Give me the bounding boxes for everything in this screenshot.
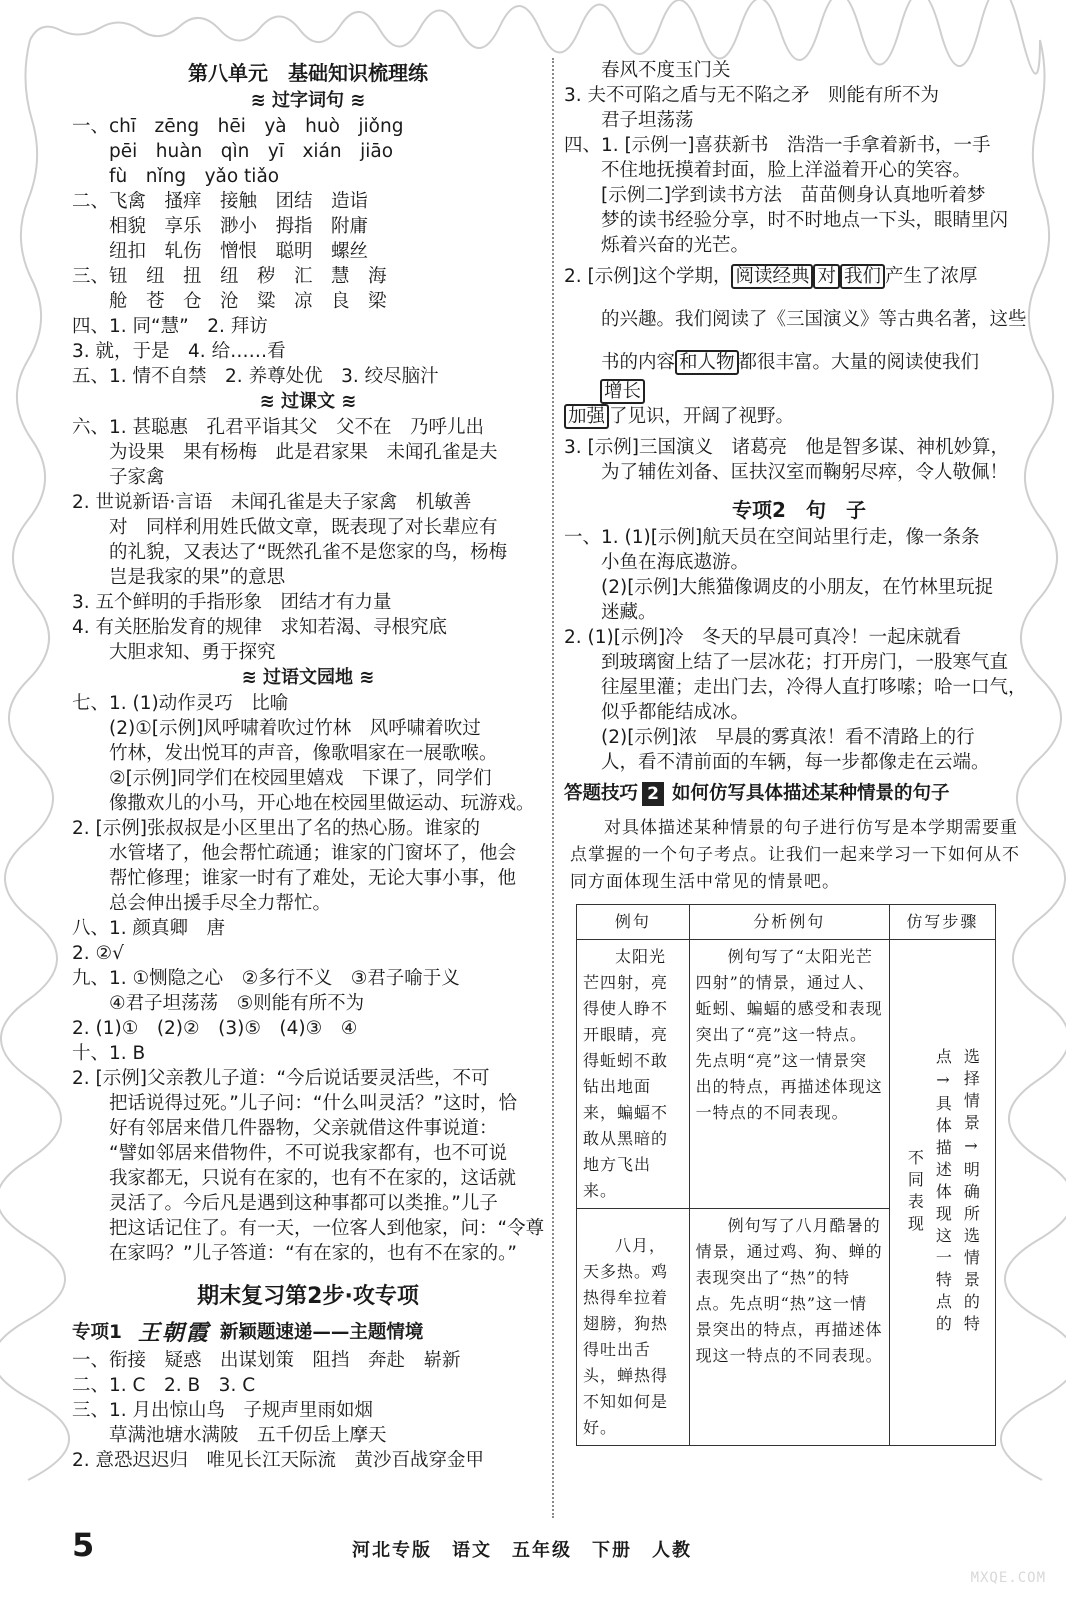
answer-line: 烁着兴奋的光芒。 <box>564 235 750 256</box>
answer-line: 九、1. ①恻隐之心 ②多行不义 ③君子喻于义 <box>72 968 460 989</box>
section-garden-answers <box>72 691 544 1266</box>
answer-line: 一、1. (1)[示例]航天员在空间站里行走，像一条条 <box>564 527 980 548</box>
q2-line-2: 的兴趣。我们阅读了《三国演义》等古典名著，这些 <box>564 309 1027 330</box>
answer-line: 六、1. 甚聪惠 孔君平诣其父 父不在 乃呼儿出 <box>72 417 485 438</box>
answer-line: 五、1. 情不自禁 2. 养尊处优 3. 绞尽脑汁 <box>72 366 439 387</box>
special2-title: 专项2 句 子 <box>732 498 866 522</box>
answer-line: 小鱼在海底遨游。 <box>564 552 750 573</box>
special2-answers <box>564 525 1034 775</box>
special1-title: 新颖题速递——主题情境 <box>219 1322 424 1343</box>
answer-line: 2. 意恐迟迟归 唯见长江天际流 黄沙百战穿金甲 <box>72 1450 485 1471</box>
answer-line: 2. 世说新语·言语 未闻孔雀是夫子家禽 机敏善 <box>72 492 472 513</box>
answer-line: 春风不度玉门关 <box>564 60 731 81</box>
watermark-text: MXQE.COM <box>970 1570 1046 1586</box>
answer-line: 一、衔接 疑惑 出谋划策 阻挡 奔赴 崭新 <box>72 1350 461 1371</box>
table-row <box>577 940 996 1209</box>
answer-line: 我家都无，只说有在家的，也有不在家的，这话就 <box>72 1168 517 1189</box>
answer-line: 不住地抚摸着封面，脸上洋溢着开心的笑容。 <box>564 160 972 181</box>
tips-table-header-row <box>577 905 996 940</box>
page-number: 5 <box>72 1526 95 1564</box>
q2-box-dui: 对 <box>813 264 840 289</box>
answer-line: 总会伸出援手尽全力帮忙。 <box>72 893 332 914</box>
answer-line: 3. 就，于是 4. 给……看 <box>72 341 286 362</box>
q2-line-4: 加强 了见识，开阔了视野。 <box>564 404 1034 429</box>
answer-line: 2. (1)① (2)② (3)⑤ (4)③ ④ <box>72 1018 358 1039</box>
answer-line: 八、1. 颜真卿 唐 <box>72 918 226 939</box>
answer-line: 君子坦荡荡 <box>564 110 694 131</box>
row2-example: 八月，天多热。鸡热得牟拉着翅膀，狗热得吐出舌头，蝉热得不知如何是好。 <box>577 1209 690 1446</box>
unit-title: 第八单元 基础知识梳理练 <box>188 61 428 85</box>
answer-line: 到玻璃窗上结了一层冰花；打开房门，一股寒气直 <box>564 652 1009 673</box>
answer-line: 2. ②√ <box>72 943 124 964</box>
special1-label: 专项1 <box>72 1322 122 1343</box>
right-answers-top <box>564 58 1034 258</box>
answer-line: 为了辅佐刘备、匡扶汉室而鞠躬尽瘁，令人敬佩！ <box>564 462 1009 483</box>
answer-line: 4. 有关胚胎发育的规律 求知若渴、寻根究底 <box>72 617 448 638</box>
answer-line: 把话说得过死。”儿子问：“什么叫灵活？”这时，恰 <box>72 1093 518 1114</box>
tips-table <box>576 904 996 1446</box>
answer-line: 2. [示例]父亲教儿子道：“今后说话要灵活些，不可 <box>72 1068 490 1089</box>
answer-line: 舱 苍 仓 沧 粱 凉 良 梁 <box>72 291 387 312</box>
special1-heading <box>72 1318 544 1348</box>
tip-heading <box>564 779 1034 809</box>
answer-line: (2)[示例]大熊猫像调皮的小朋友，在竹林里玩捉 <box>564 577 994 598</box>
review-step-title: 期末复习第2步·攻专项 <box>197 1284 419 1309</box>
answer-line: 对 同样利用姓氏做文章，既表现了对长辈应有 <box>72 517 498 538</box>
answer-line: 像撒欢儿的小马，开心地在校园里做运动、玩游戏。 <box>72 793 535 814</box>
answer-line: 2. (1)[示例]冷 冬天的早晨可真冷！一起床就看 <box>564 627 962 648</box>
answer-line: 子家禽 <box>72 467 165 488</box>
section-heading-garden: ≋ 过语文园地 ≋ <box>241 667 375 688</box>
q2-insert-mark: 增长 <box>564 379 1034 404</box>
answer-line: 为设果 果有杨梅 此是君家果 未闻孔雀是夫 <box>72 442 498 463</box>
tip-label: 答题技巧 <box>564 783 639 804</box>
answer-line: 帮忙修理；谁家一时有了难处，无论大事小事，他 <box>72 868 517 889</box>
answer-line: ②[示例]同学们在校园里嬉戏 下课了，同学们 <box>72 768 492 789</box>
left-column <box>72 58 544 1473</box>
answer-line: 二、飞禽 搔痒 接触 团结 造诣 <box>72 191 369 212</box>
answer-line: 3. [示例]三国演义 诸葛亮 他是智多谋、神机妙算， <box>564 437 1009 458</box>
answer-line: 往屋里灌；走出门去，冷得人直打哆嗦；哈一口气， <box>564 677 1027 698</box>
answer-line: fù nǐng yǎo tiǎo <box>72 166 280 187</box>
answer-line: 十、1. B <box>72 1043 146 1064</box>
right-answers-q3 <box>564 435 1034 485</box>
right-column <box>564 58 1034 1446</box>
tip-paragraph: 对具体描述某种情景的句子进行仿写是本学期需要重点掌握的一个句子考点。让我们一起来学习一下如何从不同方面体现生活中常见的情景吧。 <box>570 818 1020 892</box>
q2-box-strengthen: 加强 <box>564 404 609 429</box>
answer-line: 梦的读书经验分享，时不时地点一下头，眼睛里闪 <box>564 210 1009 231</box>
header-example: 例句 <box>577 905 690 940</box>
answer-line: 相貌 享乐 渺小 拇指 附庸 <box>72 216 369 237</box>
q2-box-reading-classics: 阅读经典 <box>731 264 813 289</box>
answer-line: 灵活了。今后凡是遇到这种事都可以类推。”儿子 <box>72 1193 498 1214</box>
header-steps: 仿写步骤 <box>889 905 995 940</box>
answer-line: 岂是我家的果”的意思 <box>72 567 286 588</box>
answer-line: 迷藏。 <box>564 602 657 623</box>
row1-example: 太阳光芒四射，亮得使人睁不开眼睛，亮得蚯蚓不敢钻出地面来，蝙蝠不敢从黑暗的地方飞出来。 <box>577 940 690 1209</box>
brand-logo: 王朝霞 <box>137 1320 210 1346</box>
special1-answers <box>72 1348 544 1473</box>
answer-line: 水管堵了，他会帮忙疏通；谁家的门窗坏了，他会 <box>72 843 517 864</box>
answer-line: 的礼貌，又表达了“既然孔雀不是您家的鸟，杨梅 <box>72 542 508 563</box>
answer-line: 把这话记住了。有一天，一位客人到他家，问：“令尊 <box>72 1218 545 1239</box>
steps-text: 选择情景→明确所选情景的特点→具体描述体现这一特点的不同表现 <box>905 1048 981 1337</box>
row1-analysis: 例句写了“太阳光芒四射”的情景，通过人、蚯蚓、蝙蝠的感受和表现突出了“亮”这一特点。先点明“亮”这一情景突出的特点，再描述体现这一特点的不同表现。 <box>689 940 889 1209</box>
answer-line: 3. 夫不可陷之盾与无不陷之矛 则能有所不为 <box>564 85 940 106</box>
watermark <box>896 1510 1046 1590</box>
book-info: 河北专版 语文 五年级 下册 人教 <box>352 1540 692 1561</box>
steps-cell <box>889 940 995 1446</box>
answer-line: 草满池塘水满陂 五千仞岳上摩天 <box>72 1425 387 1446</box>
answer-line: (2)[示例]浓 早晨的雾真浓！看不清路上的行 <box>564 727 975 748</box>
answer-line: 纽扣 轧伤 憎恨 聪明 螺丝 <box>72 241 369 262</box>
answer-line: 四、1. [示例一]喜获新书 浩浩一手拿着新书，一手 <box>564 135 991 156</box>
tip-number-badge: 2 <box>642 782 664 806</box>
section-texts-answers <box>72 415 544 665</box>
section-heading-texts: ≋ 过课文 ≋ <box>259 391 357 412</box>
answer-line: 3. 五个鲜明的手指形象 团结才有力量 <box>72 592 392 613</box>
answer-line: 三、1. 月出惊山鸟 子规声里雨如烟 <box>72 1400 374 1421</box>
answer-line: 三、钮 纽 扭 纽 秽 汇 慧 海 <box>72 266 387 287</box>
q2-edited-passage <box>564 264 1034 429</box>
column-divider <box>552 58 554 1518</box>
page-footer <box>72 1526 1032 1572</box>
answer-line: “譬如邻居来借物件，不可说我家都有，也不可说 <box>72 1143 508 1164</box>
answer-line: 二、1. C 2. B 3. C <box>72 1375 256 1396</box>
answer-line: 竹林，发出悦耳的声音，像歌唱家在一展歌喉。 <box>72 743 498 764</box>
tip-title: 如何仿写具体描述某种情景的句子 <box>672 783 950 804</box>
q2-box-and-characters: 和人物 <box>675 350 739 375</box>
answer-line: 大胆求知、勇于探究 <box>72 642 276 663</box>
q2-line-3: 书的内容 和人物 都很丰富。大量的阅读使我们 <box>564 352 980 373</box>
answer-line: 一、chī zēng hēi yà huò jiǒng <box>72 116 404 137</box>
answer-line: 似乎都能结成冰。 <box>564 702 750 723</box>
answer-line: 七、1. (1)动作灵巧 比喻 <box>72 693 289 714</box>
answer-line: 在家吗？”儿子答道：“有在家的，也有不在家的。” <box>72 1243 518 1264</box>
answer-line: 人，看不清前面的车辆，每一步都像走在云端。 <box>564 752 990 773</box>
row2-analysis: 例句写了八月酷暑的情景，通过鸡、狗、蝉的表现突出了“热”的特点。先点明“热”这一情景突出的特点，再描述体现这一特点的不同表现。 <box>689 1209 889 1446</box>
header-analysis: 分析例句 <box>689 905 889 940</box>
q2-box-women: 我们 <box>840 264 885 289</box>
answer-line: ④君子坦荡荡 ⑤则能有所不为 <box>72 993 365 1014</box>
answer-line: 2. [示例]张叔叔是小区里出了名的热心肠。谁家的 <box>72 818 480 839</box>
answer-line: 四、1. 同“慧” 2. 拜访 <box>72 316 268 337</box>
answer-line: [示例二]学到读书方法 苗苗侧身认真地听着梦 <box>564 185 986 206</box>
q2-line-1: 2. [示例]这个学期， 阅读经典 对 我们 产生了浓厚 <box>564 266 978 287</box>
section-words-answers <box>72 114 544 389</box>
answer-line: (2)①[示例]风呼啸着吹过竹林 风呼啸着吹过 <box>72 718 481 739</box>
answer-line: 好有邻居来借几件器物，父亲就借这件事说道： <box>72 1118 498 1139</box>
section-heading-words: ≋ 过字词句 ≋ <box>250 90 366 111</box>
answer-line: pēi huàn qìn yī xián jiāo <box>72 141 394 162</box>
